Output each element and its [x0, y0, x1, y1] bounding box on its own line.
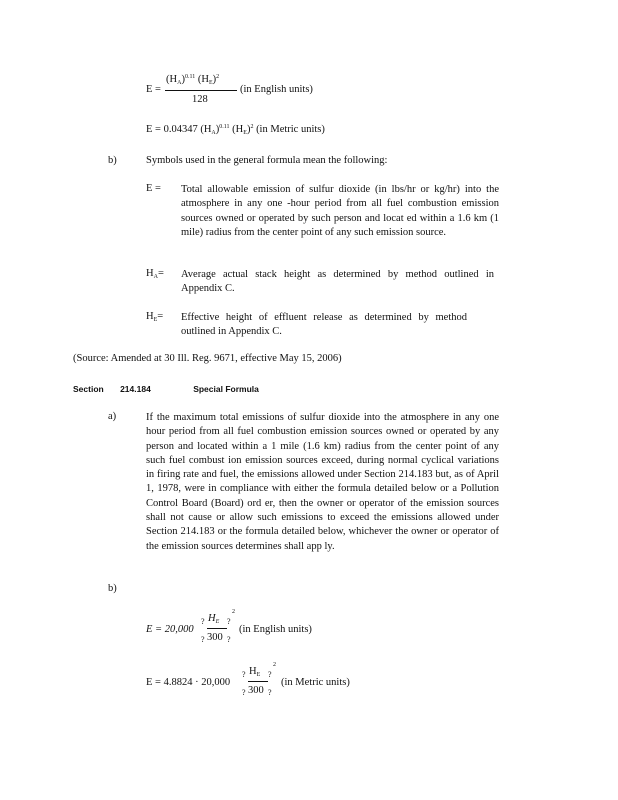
section-heading: Section 214.184 Special Formula: [73, 384, 259, 394]
formula2-exponent: 2: [232, 609, 235, 615]
formula-metric: E = 0.04347 (HA)$^{0.11}$ (HE)$^2$ (in Metric units): [146, 124, 325, 136]
bracket-mark: ?: [201, 635, 205, 644]
definition-term-he: HE=: [146, 311, 164, 323]
formula-lhs: E =: [146, 84, 161, 95]
bracket-mark: ?: [227, 635, 231, 644]
bracket-mark: ?: [201, 617, 205, 626]
formula2-lhs: E = 20,000: [146, 624, 194, 635]
formula2-numerator: HE: [208, 613, 220, 625]
paragraph-a: If the maximum total emissions of sulfur dioxide into the atmosphere in any one hour period from all fuel combustion emission sources owned or operated by any person and located within a 1 mile (1.6 km) radius from the center point of any such fuel combust ion emission sources exceed, during normal cyclical variations in firing rate and fuel, the emissions allowed under Section 214.183 but, as of April 1, 1978, were in compliance with either the formula detailed below or a Pollution Control Board (Board) ord er, then the owner or operator of the emission sources shall not cause or allow such emissions to exceed the emissions allowed under Section 214.183 or the formula detailed below, whichever the owner or operator of the emission sources determines shall app ly.: [146, 412, 499, 552]
definition-text-e: Total allowable emission of sulfur dioxide (in lbs/hr or kg/hr) into the atmosphere in any one -hour period from all fuel combustion emission sources owned or operated by such person and locat ed within a 1.6 km (1 mile) radius from the center point of any such emission source.: [181, 184, 499, 238]
source-note: (Source: Amended at 30 Ill. Reg. 9671, effective May 15, 2006): [73, 353, 342, 364]
bracket-mark: ?: [268, 688, 272, 697]
bracket-mark: ?: [242, 670, 246, 679]
formula-numerator: (HA)$^{0.11}$ (HE)$^2$: [166, 74, 220, 86]
formula-units: (in English units): [240, 84, 313, 95]
bracket-mark: ?: [242, 688, 246, 697]
definition-text-ha: Average actual stack height as determined by method outlined in Appendix C.: [181, 269, 494, 295]
formula3-units: (in Metric units): [281, 677, 350, 688]
fraction-bar: [207, 628, 227, 629]
formula3-numerator: HE: [249, 666, 261, 678]
formula3-lhs: E = 4.8824 · 20,000: [146, 677, 231, 688]
definition-term-e: E =: [146, 183, 161, 194]
fraction-bar: [248, 681, 268, 682]
formula3-exponent: 2: [273, 662, 276, 668]
symbols-intro: Symbols used in the general formula mean the following:: [146, 155, 388, 166]
item-label-a: a): [108, 411, 117, 422]
formula3-denominator: 300: [248, 685, 264, 696]
fraction-bar: [165, 90, 237, 91]
formula2-denominator: 300: [207, 632, 223, 643]
item-label-b2: b): [108, 583, 117, 594]
definition-term-ha: HA=: [146, 268, 164, 280]
item-label-b: b): [108, 155, 117, 166]
bracket-mark: ?: [227, 617, 231, 626]
bracket-mark: ?: [268, 670, 272, 679]
definition-text-he: Effective height of effluent release as determined by method outlined in Appendix C.: [181, 312, 467, 338]
formula2-units: (in English units): [239, 624, 312, 635]
formula-denominator: 128: [192, 94, 208, 105]
